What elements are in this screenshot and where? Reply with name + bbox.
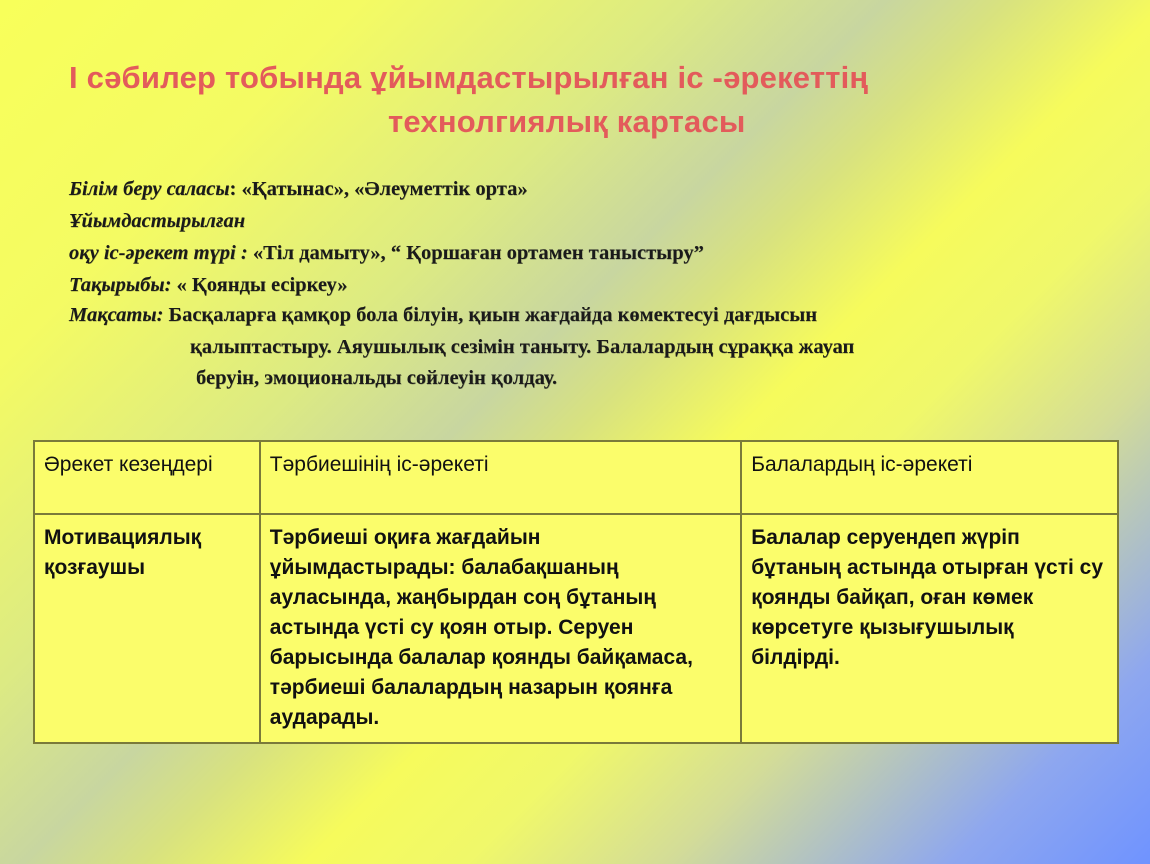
table-row [34, 514, 1118, 743]
tech-map-table-wrapper [33, 440, 1119, 744]
slide-title-line-2: технолгиялық картасы [388, 104, 746, 139]
header-teacher-activity: Тәрбиешінің іс-әрекеті [260, 441, 741, 514]
activity-type-label-2: оқу іс-әрекет түрі : [69, 242, 248, 264]
header-stages: Әрекет кезеңдері [34, 441, 260, 514]
activity-type-label-line-1 [69, 210, 245, 233]
header-children-activity: Балалардың іс-әрекеті [741, 441, 1118, 514]
slide-title-line-1: І сәбилер тобында ұйымдастырылған іс -әрекеттің [69, 60, 869, 95]
goal-line-2: қалыптастыру. Аяушылық сезімін таныту. Балалардың сұраққа жауап [190, 336, 855, 358]
cell-stage: Мотивациялық қозғаушы [34, 514, 260, 743]
cell-children-activity: Балалар серуендеп жүріп бұтаның астында отырған үсті су қоянды байқап, оған көмек көрсетуге қызығушылық білдірді. [741, 514, 1118, 743]
goal-label: Мақсаты: [69, 304, 164, 326]
topic-label: Тақырыбы: [69, 274, 172, 296]
education-area-label: Білім беру саласы [69, 178, 230, 200]
cell-teacher-activity: Тәрбиеші оқиға жағдайын ұйымдастырады: балабақшаның ауласында, жаңбырдан соң бұтаның астында үсті су қоян отыр. Серуен барысында балалар қоянды байқамаса, тәрбиеші балалардың назарын қоянға аударады. [260, 514, 741, 743]
activity-type-line [69, 242, 704, 265]
goal-line-3: беруін, эмоциональды сөйлеуін қолдау. [196, 367, 558, 389]
goal-text-1: Басқаларға қамқор бола білуін, қиын жағдайда көмектесуі дағдысын [163, 304, 818, 326]
topic-line [69, 274, 347, 297]
tech-map-table [33, 440, 1119, 744]
topic-value: « Қоянды есіркеу» [171, 274, 348, 296]
activity-type-value: «Тіл дамыту», “ Қоршаған ортамен таныстыру” [247, 242, 704, 264]
table-header-row [34, 441, 1118, 514]
education-area-value: : «Қатынас», «Әлеуметтік орта» [229, 178, 528, 200]
education-area-line [69, 178, 528, 201]
goal-line-1 [69, 304, 817, 327]
activity-type-label-1: Ұйымдастырылған [69, 210, 246, 232]
